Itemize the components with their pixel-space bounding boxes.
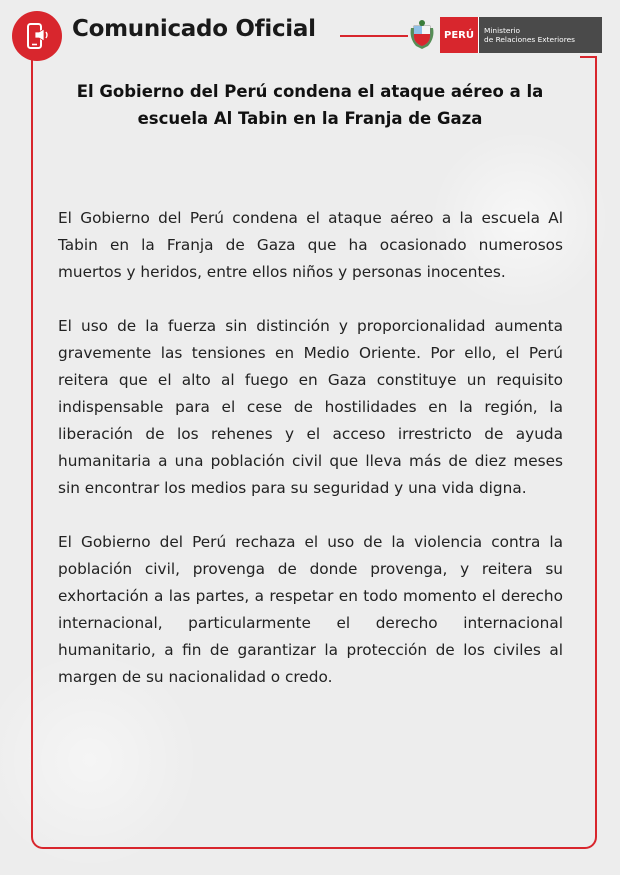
statement-headline: El Gobierno del Perú condena el ataque aéreo a la escuela Al Tabin en la Franja de Gaza [76,82,544,128]
ministry-badge-name [479,17,602,53]
paragraph-3: El Gobierno del Perú rechaza el uso de la violencia contra la población civil, provenga de donde provenga, y reitera su exhortación a las partes, a respetar en todo momento el derecho internacional, particularmente el derecho internacional humanitario, a fin de garantizar la protección de los civiles al margen de su nacionalidad o credo. [58,533,563,686]
ministry-line-2: de Relaciones Exteriores [484,35,575,44]
frame-corner-vertical [595,56,597,66]
header-divider [340,35,408,37]
paragraph-2: El uso de la fuerza sin distinción y proporcionalidad aumenta gravemente las tensiones en Medio Oriente. Por ello, el Perú reitera que el alto al fuego en Gaza constituye un requisito indispensable para el cese de hostilidades en la región, la liberación de los rehenes y el acceso irrestricto de ayuda humanitaria a una población civil que lleva más de diez meses sin encontrar los medios para su seguridad y una vida digna. [58,317,563,497]
peru-coat-of-arms-icon [408,18,436,50]
statement-body [58,205,563,718]
paragraph-1: El Gobierno del Perú condena el ataque aéreo a la escuela Al Tabin en la Franja de Gaza que ha ocasionado numerosos muertos y heridos, entre ellos niños y personas inocentes. [58,209,563,281]
header [0,0,620,64]
ministry-line-1: Ministerio [484,26,521,35]
header-title: Comunicado Oficial [72,16,316,42]
ministry-badge [440,17,602,53]
ministry-badge-country: PERÚ [440,17,479,53]
megaphone-phone-icon [12,11,62,61]
